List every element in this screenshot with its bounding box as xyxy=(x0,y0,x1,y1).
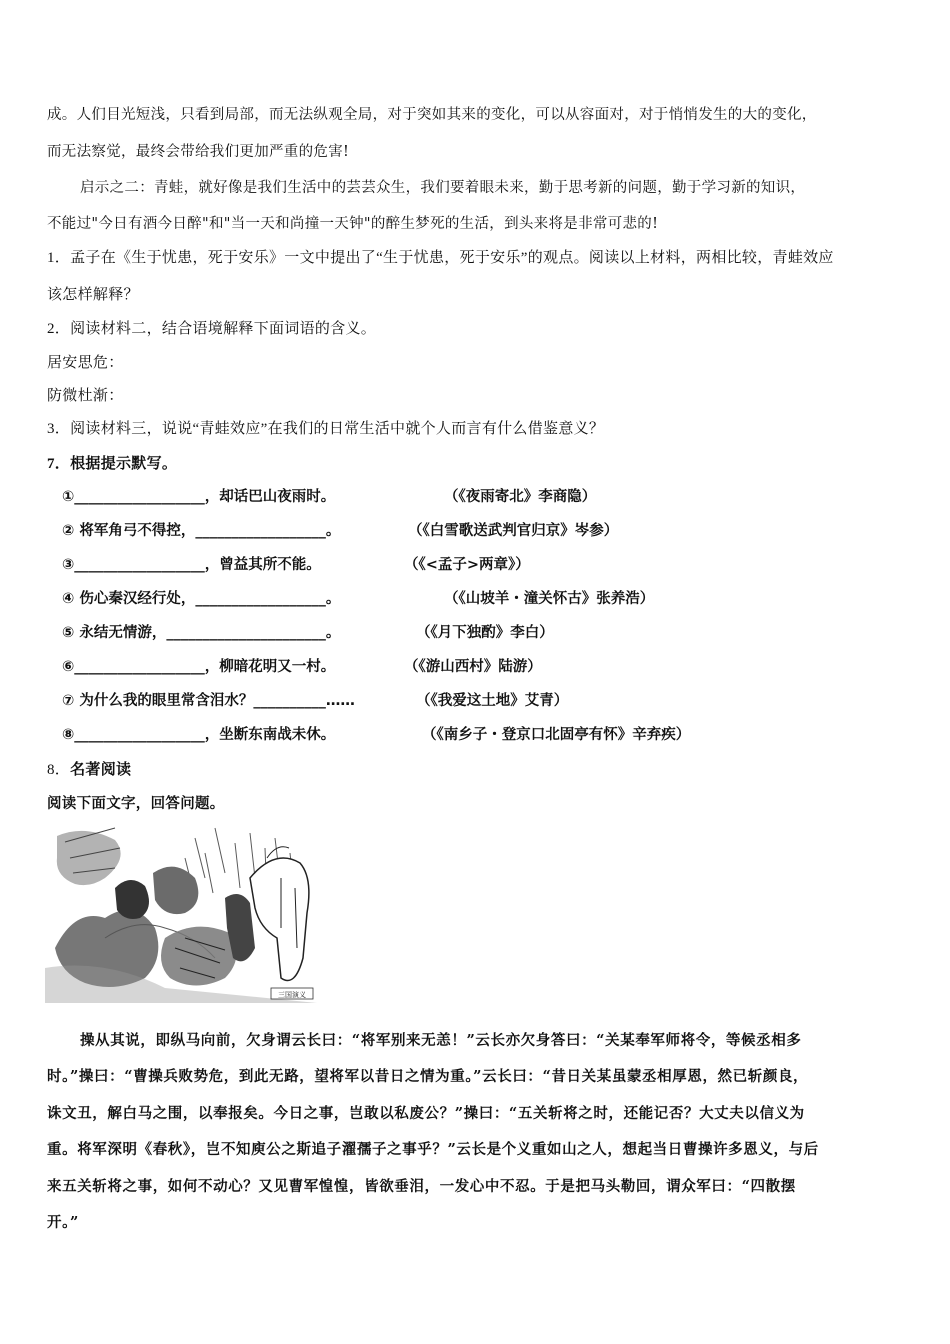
passage-line: 不能过"今日有酒今日醉"和"当一天和尚撞一天钟"的醉生梦死的生活，到头来将是非常可悲的! xyxy=(47,216,659,232)
dictation-source: （《山坡羊・潼关怀古》张养浩） xyxy=(444,591,655,607)
question-8-heading xyxy=(47,758,131,779)
question-3: 3．阅读材料三，说说“青蛙效应”在我们的日常生活中就个人而言有什么借鉴意义？ xyxy=(47,421,605,437)
dictation-line: ⑤ 永结无情游，______________________。 xyxy=(62,625,341,641)
dictation-line: ② 将军角弓不得控，__________________。 xyxy=(62,523,341,539)
dictation-source: （《游山西村》陆游） xyxy=(404,659,542,675)
dictation-source: （《南乡子・登京口北固亭有怀》辛弃疾） xyxy=(422,727,691,743)
dictation-item xyxy=(62,621,554,642)
dictation-line: ④ 伤心秦汉经行处，__________________。 xyxy=(62,591,341,607)
question-1-cont: 该怎样解释？ xyxy=(47,287,139,303)
passage-line: 而无法察觉，最终会带给我们更加严重的危害! xyxy=(47,144,350,160)
story-line: 来五关斩将之事，如何不动心？又见曹军惶惶，皆欲垂泪，一发心中不忍。于是把马头勒回，谓众军曰：“四散摆 xyxy=(47,1178,796,1195)
dictation-source: （《白雪歌送武判官归京》岑参） xyxy=(408,523,619,539)
question-2-term: 防微杜渐： xyxy=(47,388,124,404)
illustration-caption: 三国演义 xyxy=(278,991,306,999)
dictation-item xyxy=(62,689,569,710)
dictation-source: （《我爱这土地》艾青） xyxy=(416,693,569,709)
dictation-item xyxy=(62,587,655,608)
dictation-item xyxy=(62,519,619,540)
dictation-item xyxy=(62,655,542,676)
question-8-number: 8． xyxy=(47,762,71,778)
ink-drawing-icon xyxy=(45,818,317,1003)
question-2: 2．阅读材料二，结合语境解释下面词语的含义。 xyxy=(47,321,377,337)
dictation-line: ⑥__________________，柳暗花明又一村。 xyxy=(62,659,336,675)
story-line: 重。将军深明《春秋》，岂不知庾公之斯追子濯孺子之事乎？”云长是个义重如山之人，想起当日曹操许多恩义，与后 xyxy=(47,1141,819,1158)
dictation-line: ③__________________，曾益其所不能。 xyxy=(62,557,321,573)
passage-line: 成。人们目光短浅，只看到局部，而无法纵观全局，对于突如其来的变化，可以从容面对，对于悄悄发生的大的变化， xyxy=(47,107,817,123)
dictation-item xyxy=(62,485,597,506)
dictation-item xyxy=(62,723,691,744)
dictation-source: （《月下独酌》李白） xyxy=(416,625,554,641)
dictation-line: ⑧__________________，坐断东南战未休。 xyxy=(62,727,336,743)
battle-illustration xyxy=(45,818,317,1003)
question-1: 1．孟子在《生于忧患，死于安乐》一文中提出了“生于忧患，死于安乐”的观点。阅读以上材料，两相比较，青蛙效应 xyxy=(47,250,834,266)
story-line: 开。” xyxy=(47,1214,79,1231)
dictation-line: ①__________________，却话巴山夜雨时。 xyxy=(62,489,336,505)
dictation-item xyxy=(62,553,530,574)
passage-line: 启示之二：青蛙，就好像是我们生活中的芸芸众生，我们要着眼未来，勤于思考新的问题，勤于学习新的知识， xyxy=(80,180,806,196)
question-2-term: 居安思危： xyxy=(47,355,124,371)
story-line: 诛文丑，解白马之围，以奉报矣。今日之事，岂敢以私废公？”操曰：“五关斩将之时，还能记否？大丈夫以信义为 xyxy=(47,1105,805,1122)
story-line: 操从其说，即纵马向前，欠身谓云长曰：“将军别来无恙！”云长亦欠身答曰：“关某奉军师将令，等候丞相多 xyxy=(80,1032,802,1049)
dictation-line: ⑦ 为什么我的眼里常含泪水？__________…… xyxy=(62,693,355,709)
question-8-instruction: 阅读下面文字，回答问题。 xyxy=(47,796,225,812)
question-7-title: 7．根据提示默写。 xyxy=(47,456,178,472)
question-8-title: 名著阅读 xyxy=(70,760,132,778)
dictation-source: （《<孟子>两章》） xyxy=(404,557,530,573)
story-line: 时。”操曰：“曹操兵败势危，到此无路，望将军以昔日之情为重。”云长曰：“昔日关某虽蒙丞相厚恩，然已斩颜良， xyxy=(47,1068,809,1085)
dictation-source: （《夜雨寄北》李商隐） xyxy=(444,489,597,505)
